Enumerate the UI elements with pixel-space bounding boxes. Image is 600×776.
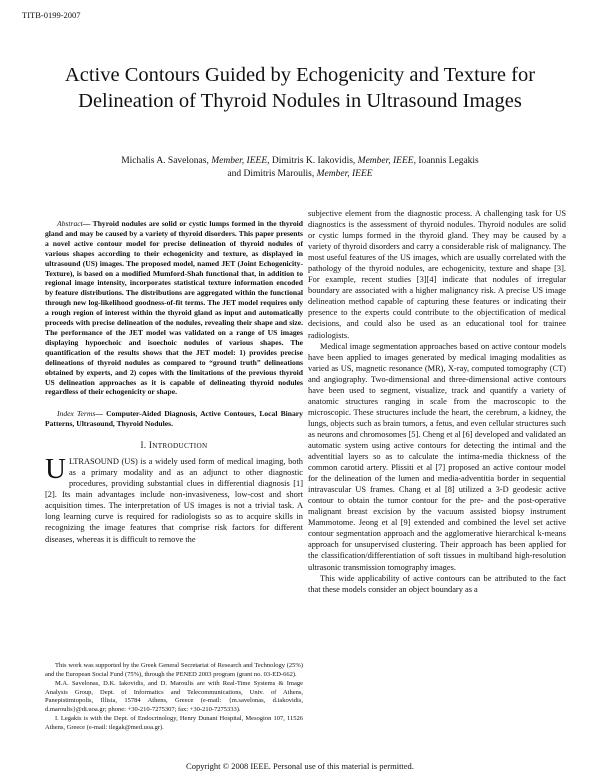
abstract: [45, 219, 303, 397]
right-column: [308, 208, 566, 595]
abstract-text: — Thyroid nodules are solid or cystic lumps formed in the thyroid gland and may be caused by a variety of thyroid disorders. This paper presents a novel active contour model for precise delineation of thyroid nodules of various shapes according to their echogenicity and texture, as displayed in ultrasound (US) images. The proposed model, named JET (Joint Echogenicity-Texture), is based on a modified Mumford-Shah functional that, in addition to regional image intensity, incorporates statistical texture information encoded by feature distributions. The distributions are aggregated within the functional through new log-likelihood goodness-of-fit terms. The JET model requires only a rough region of interest within the thyroid gland as input and automatically proceeds with precise delineation of the nodules, revealing their shape and size. The performance of the JET model was validated on a range of US images displaying hypoechoic and isoechoic nodules of various shapes. The quantification of the results shows that the JET model: 1) provides precise delineations of thyroid nodules as compared to “ground truth” delineations obtained by experts, and 2) copes with the limitations of the previous thyroid US delineation approaches as it is capable of delineating thyroid nodules regardless of their echogenicity or shape.: [45, 219, 303, 397]
author-membership: Member, IEEE: [316, 169, 373, 179]
author-name: , Ioannis Legakis: [413, 156, 479, 166]
body-paragraph: subjective element from the diagnostic process. A challenging task for US diagnostics is the assessment of thyroid nodules. Thyroid nodules are solid or cystic lumps formed in the thyroid gland. They may be caused by a variety of thyroid disorders and carry a considerable risk of malignancy. The most useful features of the US images, which are usually correlated with the pathology of the thyroid nodules, are echogenicity, texture and shape [3]. For example, recent studies [3][4] indicate that nodules of irregular boundary are associated with a higher malignancy risk. A precise US image delineation method capable of capturing these features or indicating their presence to the experts could contribute to the objectification of medical decisions, and could also be used as an educational tool for trainee radiologists.: [308, 209, 566, 340]
author-membership: Member, IEEE: [211, 156, 268, 166]
author-name: , Dimitris K. Iakovidis,: [267, 156, 358, 166]
copyright-notice: Copyright © 2008 IEEE. Personal use of this material is permitted.: [186, 761, 414, 771]
footnote-funding: This work was supported by the Greek General Secretariat of Research and Technology (25%) and the European Social Fund (75%), through the PENED 2003 program (grant no. 03-ED-662).: [45, 662, 303, 678]
section-title: NTRODUCTION: [152, 442, 208, 451]
footnote-affiliation-1: M.A. Savelonas, D.K. Iakovidis, and D. Maroulis are with Real-Time Systems & Image Analysis Group, Dept. of Informatics and Telecommunications, Univ. of Athens, Panepistimiopolis, Illisia, 15784 Athens, Greece (e-mail: {m.savelonas, d.iakovidis, d.maroulis}@di.uoa.gr; phone: +30-210-7275307; fax: +30-210-7275333).: [45, 680, 303, 713]
left-column: [45, 219, 303, 545]
index-terms-lead: Index Terms: [57, 409, 96, 419]
body-paragraph: This wide applicability of active contours can be attributed to the fact that these models consider an object boundary as a: [308, 573, 566, 594]
author-line-1: [40, 155, 560, 168]
paper-title: Active Contours Guided by Echogenicity and Texture for Delineation of Thyroid Nodules in Ultrasound Images: [64, 64, 536, 112]
section-number: I. I: [140, 440, 153, 451]
intro-paragraph: [45, 453, 303, 544]
footnotes: [45, 662, 303, 733]
drop-cap: U: [45, 453, 66, 486]
document-id: TITB-0199-2007: [22, 10, 81, 20]
author-line-2: [40, 168, 560, 181]
section-heading: [45, 440, 303, 452]
footnote-affiliation-2: I. Legakis is with the Dept. of Endocrinology, Henry Dunant Hospital, Mesogion 107, 11526 Athens, Greece (e-mail: ilegak@med.uoa.gr).: [45, 715, 303, 731]
author-list: [40, 155, 560, 181]
index-terms: [45, 409, 303, 429]
index-terms-text: — Computer-Aided Diagnosis, Active Contours, Local Binary Patterns, Ultrasound, Thyroid Nodules.: [45, 409, 303, 429]
abstract-lead: Abstract: [57, 219, 83, 228]
author-name: Michalis A. Savelonas,: [121, 156, 212, 166]
body-paragraph: Medical image segmentation approaches based on active contour models have been applied to images generated by medical imaging modalities as varied as US, magnetic resonance (MR), X-ray, computed tomography (CT) and angiography. Two-dimensional and three-dimensional active contours have been used to segment, visualize, track and quantify a variety of anatomic structures ranging in scale from the macroscopic to the microscopic. These structures include the heart, the cerebrum, a kidney, the lungs, objects such as brain tumors, a fetus, and even cellular structures such as neurons and chromosomes [5]. Cheng et al [6] developed and validated an automatic system using active contours for detecting the intimal and the adventitial layers so as to calculate the intima-media thickness of the common carotid artery. Plissiti et al [7] proposed an active contour model for the delineation of the lumen and media-adventitia border in sequential intravascular US frames. Chang et al [8] utilized a 3-D geodesic active contour to obtain the tumor contour for the pre- and the post-operative malignant breast excision by the vacuum assisted biopsy instrument Mammotome. Jeong et al [9] extended and combined the level set active contour segmentation approach and the agglomerative hierarchical k-means approach for unsupervised clustering. Their approach has been applied for the classification/differentiation of soft tissues in multiband high-resolution ultrasonic transmission tomography images.: [308, 341, 566, 572]
intro-text: LTRASOUND (US) is a widely used form of medical imaging, both as a primary modality and as an adjunct to other diagnostic procedures, providing substantial clues in differential diagnosis [1][2]. Its main advantages include non-invasiveness, low-cost and short acquisition times. The interpretation of US images is not a trivial task. A long learning curve is required for radiologists so as to acquire skills in recognizing the image features that comprise risk factors for different diseases, whereas it is difficult to remove the: [45, 457, 303, 544]
author-name: and Dimitris Maroulis,: [227, 169, 317, 179]
author-membership: Member, IEEE: [357, 156, 414, 166]
